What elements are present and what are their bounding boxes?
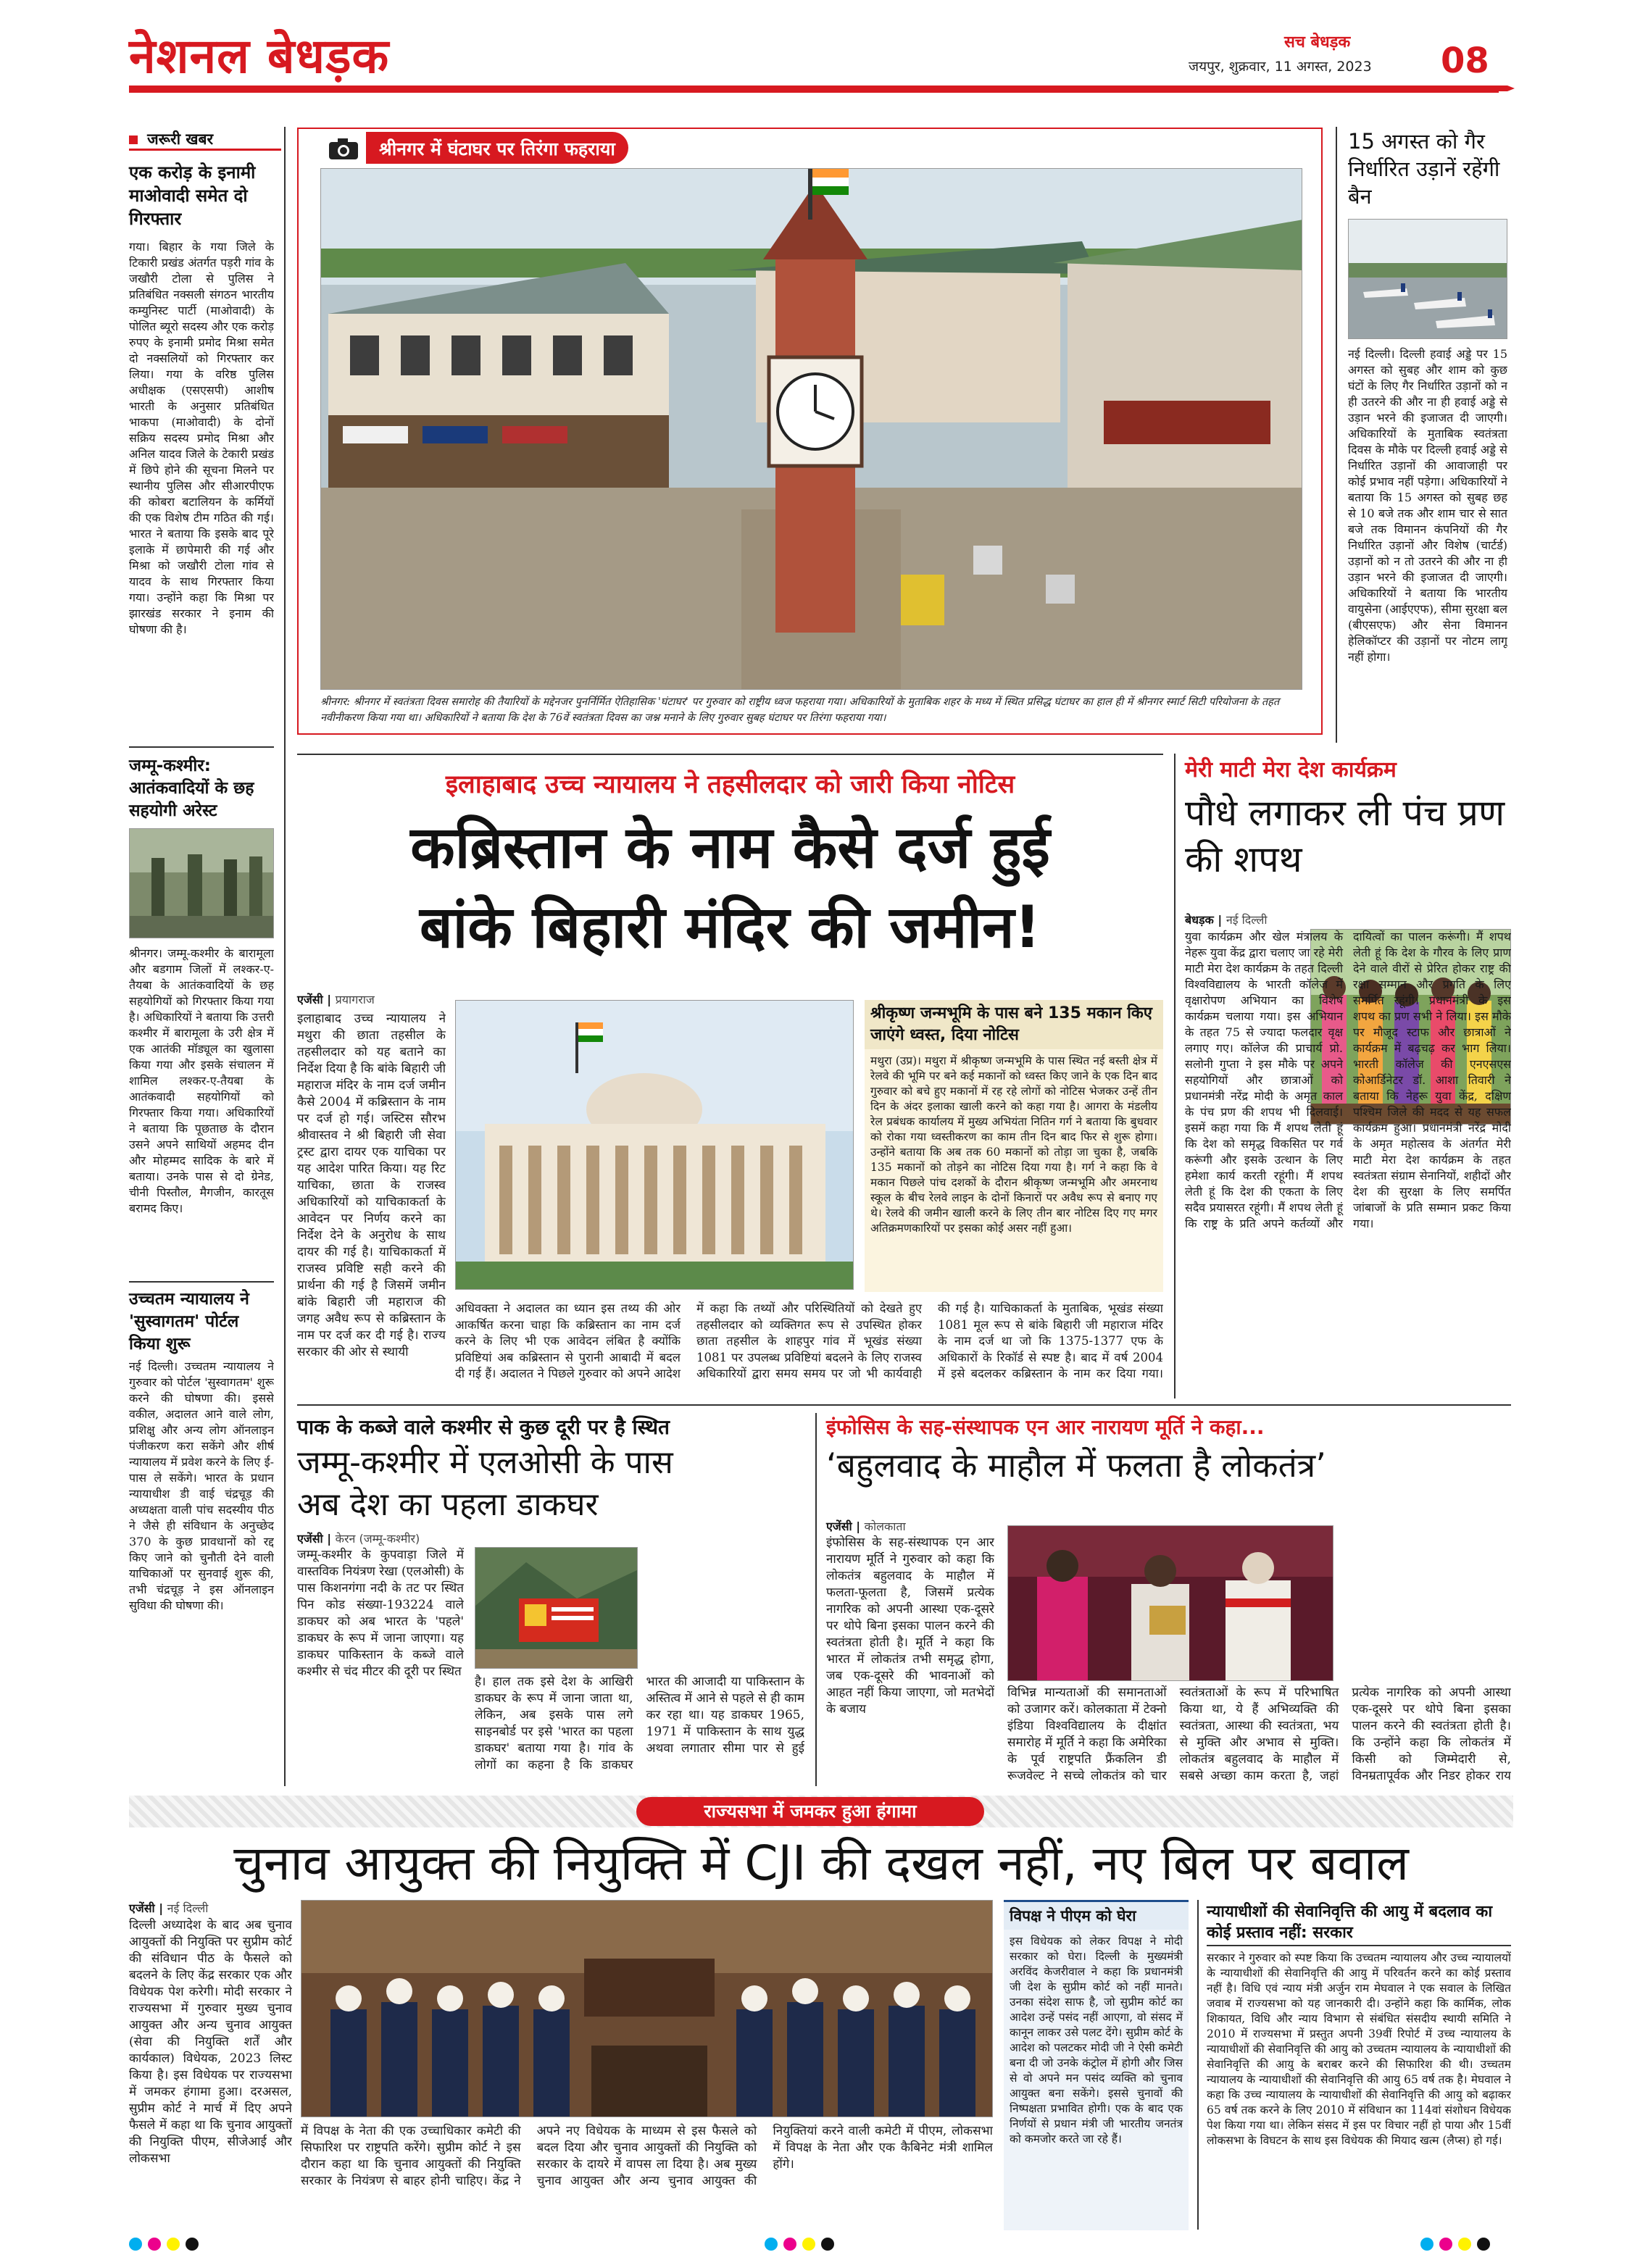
post-byline: एजेंसी | केरन (जम्मू-कश्मीर)	[297, 1532, 420, 1546]
post-agency: एजेंसी	[297, 1532, 323, 1546]
meri-mati-kicker: मेरी माटी मेरा देश कार्यक्रम	[1185, 757, 1397, 783]
clocktower-photo	[320, 168, 1302, 690]
bottom-body-a: दिल्ली अध्यादेश के बाद अब चुनाव आयुक्तों की नियुक्ति पर सुप्रीम कोर्ट की संविधान पीठ के फैसले को बदलने के लिए केंद्र सरकार एक और विधेयक पेश करेगी। मोदी सरकार ने राज्यसभा में गुरुवार मुख्य चुनाव आयुक्त और अन्य चुनाव आयुक्त (सेवा की नियुक्ति शर्तें और कार्यकाल) विधेयक, 2023 लिस्ट किया है। इस विधेयक पर राज्यसभा में जमकर हंगामा हुआ। दरअसल, सुप्रीम कोर्ट ने मार्च में दिए अपने फैसले में कहा था कि चुनाव आयुक्तों की नियुक्ति पीएम, सीजेआई और लोकसभा	[129, 1918, 292, 2166]
registration-marks-right	[1420, 2238, 1496, 2254]
top-photo-caption: श्रीनगर: श्रीनगर में स्वतंत्रता दिवस समारोह की तैयारियों के मद्देनजर पुनर्निर्मित ऐतिहासिक 'घंटाघर' पर गुरुवार को राष्ट्रीय ध्वज फहराया गया। अधिकारियों के मुताबिक शहर के मध्य में स्थित प्रसिद्ध घंटाघर का हाल ही में श्रीनगर स्मार्ट सिटी परियोजना के तहत नवीनीकरण किया गया था। अधिकारियों ने बताया कि देश के 76वें स्वतंत्रता दिवस का जश्न मनाने के लिए गुरुवार सुबह घंटाघर पर तिरंगा फहराया गया।	[320, 696, 1280, 724]
registration-marks-left	[129, 2238, 204, 2254]
sidebar-label-text: जरूरी खबर	[147, 130, 214, 148]
camera-icon	[328, 136, 359, 161]
airport-photo	[1348, 219, 1507, 339]
lead-place: प्रयागराज	[335, 993, 375, 1006]
lead-inset-body: मथुरा (उप्र)। मथुरा में श्रीकृष्ण जन्मभूमि के पास स्थित नई बस्ती क्षेत्र में रेलवे की भूमि पर बने कई मकानों को ध्वस्त किए जाने के एक दिन बाद गुरुवार को बचे हुए मकानों में रह रहे लोगों को नोटिस भेजकर उन्हें तीन दिन के अंदर इलाका खाली करने को कहा गया है। आगरा के मंडलीय रेल प्रबंधक कार्यालय में मुख्य अभियंता नितिन गर्ग ने बताया कि बुधवार को रोका गया ध्वस्तीकरण का काम तीन दिन बाद फिर से शुरू होगा। उन्होंने बताया कि अब तक 60 मकानों को तोड़ा जा चुका है, जबकि 135 मकानों को तोड़ने का नोटिस दिया गया है। गर्ग ने कहा कि वे मकान पिछले पांच दशकों के दौरान श्रीकृष्ण जन्मभूमि और अमरनाथ स्कूल के बीच रेलवे लाइन के दोनों किनारों पर अवैध रूप से बनाए गए थे। रेलवे की जमीन खाली करने के लिए तीन बार नोटिस दिए गए मगर अतिक्रमणकारियों पर इसका कोई असर नहीं हुआ।	[865, 1049, 1163, 1292]
sidebar-story-2-body: श्रीनगर। जम्मू-कश्मीर के बारामूला और बडगाम जिलों में लश्कर-ए-तैयबा के आतंकवादियों के छह सहयोगियों को गिरफ्तार किया गया है। अधिकारियों ने बताया कि उत्तरी कश्मीर में बारामूला के उरी क्षेत्र में एक आतंकी मॉड्यूल का खुलासा किया गया और इसके संचालन में शामिल लश्कर-ए-तैयबा के आतंकवादी सहयोगियों को गिरफ्तार किया गया। अधिकारियों ने बताया कि पूछताछ के दौरान उसने अपने साथियों अहमद दीन और मोहम्मद सादिक के बारे में बताया। उनके पास से दो ग्रेनेड, चीनी पिस्तौल, मैगजीन, कारतूस बरामद किए।	[129, 946, 274, 1215]
lead-agency: एजेंसी	[297, 993, 323, 1006]
page-number: 08	[1441, 41, 1489, 81]
bottom-inset-1	[1004, 1900, 1189, 2230]
narayan-agency: एजेंसी	[826, 1519, 852, 1533]
sidebar-story-1-body: गया। बिहार के गया जिले के टिकारी प्रखंड अंतर्गत पड़री गांव के जखौरी टोला से पुलिस ने प्रतिबंधित नक्सली संगठन भारतीय कम्युनिस्ट पार्टी (माओवादी) के पोलित ब्यूरो सदस्य और एक करोड़ रुपए के इनामी प्रमोद मिश्रा समेत दो नक्सलियों को गिरफ्तार कर लिया। गया के वरिष्ठ पुलिस अधीक्षक (एसएसपी) आशीष भारती के अनुसार प्रतिबंधित भाकपा (माओवादी) के दोनों सक्रिय सदस्य प्रमोद मिश्रा और अनिल यादव जिले के टेकारी प्रखंड में छिपे होने की सूचना मिलने पर स्थानीय पुलिस और सीआरपीएफ की कोबरा बटालियन के कर्मियों की एक विशेष टीम गठित की गई। भारत ने बताया कि इसके बाद पूरे इलाके में छापेमारी की गई और मिश्रा को जखौरी टोला गांव से यादव के साथ गिरफ्तार किया गया। उन्होंने कहा कि मिश्रा पर झारखंड सरकार ने इनाम की घोषणा की है।	[129, 240, 274, 636]
lead-body-a: इलाहाबाद उच्च न्यायालय ने मथुरा की छाता तहसील के तहसीलदार को यह बताने का निर्देश दिया है कि बांके बिहारी जी महाराज मंदिर के नाम दर्ज जमीन कैसे 2004 में कब्रिस्तान के नाम पर दर्ज हो गई। जस्टिस सौरभ श्रीवास्तव ने श्री बिहारी जी सेवा ट्रस्ट द्वारा दायर एक याचिका पर यह आदेश पारित किया। यह रिट याचिका, छाता के राजस्व अधिकारियों को याचिकाकर्ता के आवेदन पर निर्णय करने का निर्देश देने के अनुरोध के साथ दायर की गई है। याचिकाकर्ता में राजस्व प्रविष्टि सही करने की प्रार्थना की गई है जिसमें जमीन बांके बिहारी जी महाराज की जगह अवैध रूप से कब्रिस्तान के नाम पर दर्ज कर दी गई है। राज्य सरकार की ओर से स्थायी	[297, 1012, 446, 1359]
narayan-kicker: इंफोसिस के सह-संस्थापक एन आर नारायण मूर्ति ने कहा...	[826, 1415, 1265, 1439]
bottom-inset-1-body: इस विधेयक को लेकर विपक्ष ने मोदी सरकार को घेरा। दिल्ली के मुख्यमंत्री अरविंद केजरीवाल ने कहा कि प्रधानमंत्री जी देश के सुप्रीम कोर्ट को नहीं मानते। उनका संदेश साफ है, जो सुप्रीम कोर्ट का आदेश उन्हें पसंद नहीं आएगा, वो संसद में कानून लाकर उसे पलट देंगे। सुप्रीम कोर्ट के आदेश को पलटकर मोदी जी ने ऐसी कमेटी बना दी जो उनके कंट्रोल में होगी और जिस से वो अपने मन पसंद व्यक्ति को चुनाव आयुक्त बना सकेंगे। इससे चुनावों की निष्पक्षता प्रभावित होगी। एक के बाद एक निर्णयों से प्रधान मंत्री जी भारतीय जनतंत्र को कमजोर करते जा रहे हैं।	[1004, 1930, 1189, 2230]
convocation-photo	[1007, 1525, 1333, 1681]
post-body-a: जम्मू-कश्मीर के कुपवाड़ा जिले में वास्तविक नियंत्रण रेखा (एलओसी) के पास किशनगंगा नदी के तट पर स्थित पिन कोड संख्या-193224 वाले डाकघर को अब भारत के 'पहले' डाकघर के रूप में जाना जाएगा। यह डाकघर पाकिस्तान के कब्जे वाले कश्मीर से चंद मीटर की दूरी पर स्थित	[297, 1548, 464, 1679]
sidebar-label	[129, 129, 281, 151]
meri-mati-headline: पौधे लगाकर ली पंच प्रण की शपथ	[1185, 792, 1505, 880]
bottom-body-b: में विपक्ष के नेता की एक उच्चाधिकार कमेटी की सिफारिश पर राष्ट्रपति करेंगे। सुप्रीम कोर्ट ने इस दौरान कहा था कि चुनाव आयुक्तों की नियुक्ति सरकार के नियंत्रण से बाहर होनी चाहिए। केंद्र ने अपने नए विधेयक के माध्यम से इस फैसले को बदल दिया और चुनाव आयुक्तों की नियुक्ति को सरकार के दायरे में वापस ला दिया है। अब मुख्य चुनाव आयुक्त और अन्य चुनाव आयुक्त की नियुक्तियां करने वाली कमेटी में पीएम, लोकसभा में विपक्ष के नेता और एक कैबिनेट मंत्री शामिल होंगे।	[301, 2124, 993, 2188]
meri-mati-body: युवा कार्यक्रम और खेल मंत्रालय के नेहरू युवा केंद्र द्वारा चलाए जा रहे मेरी माटी मेरा देश कार्यक्रम के तहत दिल्ली विश्वविद्यालय के भारती कॉलेज में वृक्षारोपण अभियान का विशेष कार्यक्रम चलाया गया। इस अभियान के तहत 75 से ज्यादा फलदार वृक्ष लगाए गए। कॉलेज की प्राचार्य प्रो. सलोनी गुप्ता ने इस मौके पर अपने सहयोगियों और छात्राओं को प्रधानमंत्री नरेंद्र मोदी के अमृत काल के पंच प्रण की शपथ भी दिलवाई। इसमें कहा गया कि मैं शपथ लेती हूं कि देश को समृद्ध विकसित पर गर्व करूंगी और इसके उत्थान के लिए हमेशा कार्य करती रहूंगी। मैं शपथ लेती हूं कि देश की एकता के लिए सदैव प्रयासरत रहूंगी। मैं शपथ लेती हूं कि राष्ट्र के प्रति अपने कर्तव्यों और दायित्वों का पालन करूंगी। मैं शपथ लेती हूं कि देश के गौरव के लिए प्राण देने वाले वीरों से प्रेरित होकर राष्ट्र की रक्षा सम्मान और प्रगति के लिए समर्पित रहूंगी। प्रधानमंत्री के इस शपथ का प्रण सभी ने लिया। इस मौके पर मौजूद स्टाफ और छात्राओं ने कार्यक्रम में बढ़चढ़ कर भाग लिया। भारती कॉलेज की एनएसएस कोआर्डिनेटर डॉ. आशा तिवारी ने बताया कि नेहरू युवा केंद्र, दक्षिण पश्चिम जिले की मदद से यह सफल कार्यक्रम हुआ। प्रधानमंत्री नरेंद्र मोदी के अमृत महोत्सव के अंतर्गत मेरी माटी मेरा देश कार्यक्रम के तहत स्वतंत्रता संग्राम सेनानियों, शहीदों और देश की सुरक्षा के लिए समर्पित जांबाजों के प्रति सम्मान प्रकट किया गया।	[1185, 930, 1511, 1230]
post-office-photo	[475, 1547, 638, 1669]
bottom-inset-1-title: विपक्ष ने पीएम को घेरा	[1004, 1900, 1189, 1930]
lead-inset-title: श्रीकृष्ण जन्मभूमि के पास बने 135 मकान किए जाएंगे ध्वस्त, दिया नोटिस	[865, 1000, 1163, 1049]
bottom-place: नई दिल्ली	[167, 1901, 209, 1915]
post-body-b: है। हाल तक इसे देश के आखिरी डाकघर के रूप में जाना जाता था, लेकिन, अब इसके पास लगे साइनबोर्ड पर इसे 'भारत का पहला डाकघर' बताया गया है। गांव के लोगों का कहना है कि डाकघर भारत की आजादी या पाकिस्तान के अस्तित्व में आने से पहले से ही काम कर रहा था। यह डाकघर 1965, 1971 में पाकिस्तान के साथ युद्ध अथवा लगातार सीमा पार से हुई	[475, 1675, 804, 1772]
narayan-byline: एजेंसी | कोलकाता	[826, 1519, 906, 1533]
meri-mati-byline: बेधड़क | नई दिल्ली	[1185, 913, 1268, 927]
post-headline-2: अब देश का पहला डाकघर	[297, 1486, 599, 1523]
registration-marks-center	[765, 2238, 840, 2254]
lead-body-b: अधिवक्ता ने अदालत का ध्यान इस तथ्य की ओर आकर्षित करना चाहा कि कब्रिस्तान का नाम दर्ज करने के लिए भी एक आवेदन लंबित है क्योंकि प्रविष्टियां अब कब्रिस्तान से पुरानी आबादी में बदल दी गई हैं। अदालत ने पिछले गुरुवार को अपने आदेश में कहा कि तथ्यों और परिस्थितियों को देखते हुए तहसीलदार को व्यक्तिगत रूप से उपस्थित होकर छाता तहसील के शाहपुर गांव में भूखंड संख्या 1081 पर उपलब्ध प्रविष्टियां बदलने के लिए राजस्व अधिकारियों द्वारा समय समय पर जो भी कार्यवाही की गई है। याचिकाकर्ता के मुताबिक, भूखंड संख्या 1081 मूल रूप से बांके बिहारी जी महाराज मंदिर के नाम दर्ज था जो कि 1375-1377 एफ के अधिकारों के रिकॉर्ड से स्पष्ट है। बाद में वर्ष 2004 में इसे बदलकर कब्रिस्तान के नाम कर दिया गया।	[455, 1301, 1163, 1380]
lead-kicker: इलाहाबाद उच्च न्यायालय ने तहसीलदार को जारी किया नोटिस	[445, 770, 1015, 799]
narayan-headline: ‘बहुलवाद के माहौल में फलता है लोकतंत्र’	[826, 1446, 1326, 1485]
bottom-agency: एजेंसी	[129, 1901, 155, 1915]
meri-mati-agency: बेधड़क	[1185, 913, 1214, 927]
dateline: जयपुर, शुक्रवार, 11 अगस्त, 2023	[1189, 59, 1372, 75]
post-headline-1: जम्मू-कश्मीर में एलओसी के पास	[297, 1444, 673, 1481]
bottom-kicker: राज्यसभा में जमकर हुआ हंगामा	[636, 1797, 984, 1826]
post-right-divider	[815, 1413, 817, 1786]
sidebar-story-2-title: जम्मू-कश्मीर: आतंकवादियों के छह सहयोगी अरेस्ट	[129, 756, 254, 820]
sidebar-divider	[284, 127, 286, 1786]
post-top-rule	[297, 1404, 1511, 1406]
high-court-photo	[455, 1000, 854, 1290]
sidebar-story-3-body: नई दिल्ली। उच्चतम न्यायालय ने गुरुवार को पोर्टल 'सुस्वागतम' शुरू करने की घोषणा की। इससे वकील, अदालत आने वाले लोग, प्रशिक्षु और अन्य लोग ऑनलाइन पंजीकरण करा सकेंगे और शीर्ष न्यायालय में प्रवेश करने के लिए ई-पास ले सकेंगे। भारत के प्रधान न्यायाधीश डी वाई चंद्रचूड़ की अध्यक्षता वाली पांच सदस्यीय पीठ ने जैसे ही संविधान के अनुच्छेद 370 के कुछ प्रावधानों को रद्द किए जाने को चुनौती देने वाली याचिकाओं पर सुनवाई शुरू की, तभी चंद्रचूड़ ने इस ऑनलाइन सुविधा की घोषणा की।	[129, 1359, 274, 1612]
top-photo-label: श्रीनगर में घंटाघर पर तिरंगा फहराया	[366, 132, 628, 164]
post-kicker: पाक के कब्जे वाले कश्मीर से कुछ दूरी पर है स्थित	[297, 1415, 670, 1439]
bottom-right-divider	[1197, 1900, 1199, 2230]
bottom-inset-2-title: न्यायाधीशों की सेवानिवृत्ति की आयु में बदलाव का कोई प्रस्ताव नहीं: सरकार	[1207, 1900, 1511, 1946]
lead-headline-1: कब्रिस्तान के नाम कैसे दर्ज हुई	[410, 814, 1050, 881]
narayan-body-a: इंफोसिस के सह-संस्थापक एन आर नारायण मूर्ति ने गुरुवार को कहा कि लोकतंत्र बहुलवाद के माहौल में फलता-फूलता है, जिसमें प्रत्येक नागरिक को अपनी आस्था एक-दूसरे पर थोपे बिना इसका पालन करने की स्वतंत्रता होती है। मूर्ति ने कहा कि भारत में लोकतंत्र तभी समृद्ध होगा, जब एक-दूसरे की भावनाओं को आहत नहीं किया जाएगा, जो मतभेदों के बजाय	[826, 1535, 994, 1717]
bottom-inset-2	[1207, 1900, 1511, 2230]
meri-mati-place: नई दिल्ली	[1226, 913, 1268, 927]
sidebar-story-1-title: एक करोड़ के इनामी माओवादी समेत दो गिरफ्तार	[129, 162, 256, 229]
lead-byline: एजेंसी | प्रयागराज	[297, 993, 375, 1006]
sidebar-story-3-title: उच्चतम न्यायालय ने 'सुस्वागतम' पोर्टल किया शुरू	[129, 1290, 249, 1354]
narayan-place: कोलकाता	[864, 1519, 906, 1533]
right-top-title: 15 अगस्त को गैर निर्धारित उड़ानें रहेंगी बैन	[1348, 129, 1500, 209]
sidebar-army-photo	[129, 828, 274, 938]
bottom-byline: एजेंसी | नई दिल्ली	[129, 1901, 209, 1915]
lead-headline-2: बांके बिहारी मंदिर की जमीन!	[419, 893, 1041, 961]
right-top-divider	[1336, 127, 1337, 743]
bottom-headline: चुनाव आयुक्त की नियुक्ति में CJI की दखल नहीं, नए बिल पर बवाल	[233, 1835, 1409, 1891]
right-top-body: नई दिल्ली। दिल्ली हवाई अड्डे पर 15 अगस्त को सुबह और शाम को कुछ घंटों के लिए गैर निर्धारित उड़ानों को न ही उतरने की और ना ही हवाई अड्डे से उड़ान भरने की इजाजत दी जाएगी। अधिकारियों के मुताबिक स्वतंत्रता दिवस के मौके पर दिल्ली हवाई अड्डे से निर्धारित उड़ानों की आवाजाही पर कोई प्रभाव नहीं पड़ेगा। अधिकारियों ने बताया कि 15 अगस्त को सुबह छह से 10 बजे तक और शाम चार से सात बजे तक विमानन कंपनियों की गैर निर्धारित उड़ानों और विशेष (चार्टर्ड) उड़ानों को न तो उतरने की और ना ही उड़ान भरने की इजाजत दी जाएगी। अधिकारियों ने बताया कि भारतीय वायुसेना (आईएएफ), सीमा सुरक्षा बल (बीएसएफ) और सेना विमानन हेलिकॉप्टर की उड़ानों पर नोटम लागू नहीं होगा।	[1348, 347, 1507, 664]
post-place: केरन (जम्मू-कश्मीर)	[335, 1532, 420, 1546]
rajyasabha-photo	[301, 1900, 993, 2117]
sidebar-rule-1	[129, 746, 274, 748]
lead-inset	[865, 1000, 1163, 1297]
masthead-title: नेशनल बेधड़क	[129, 28, 390, 84]
masthead-rule	[129, 86, 1499, 93]
narayan-body-b: विभिन्न मान्यताओं की समानताओं को उजागर करें। कोलकाता में टेक्नो इंडिया विश्वविद्यालय के दीक्षांत समारोह में मूर्ति ने कहा कि अमेरिका के पूर्व राष्ट्रपति फ्रैंकलिन डी रूजवेल्ट ने सच्चे लोकतंत्र को चार स्वतंत्रताओं के रूप में परिभाषित किया था, ये हैं अभिव्यक्ति की स्वतंत्रता, आस्था की स्वतंत्रता, भय से मुक्ति और अभाव से मुक्ति। लोकतंत्र बहुलवाद के माहौल में सबसे अच्छा काम करता है, जहां प्रत्येक नागरिक को अपनी आस्था एक-दूसरे पर थोपे बिना इसका पालन करने की स्वतंत्रता होती है। कि उन्होंने कहा कि लोकतंत्र में किसी को जिम्मेदारी से, विनम्रतापूर्वक और निडर होकर राय	[1007, 1685, 1511, 1783]
bottom-inset-2-body: सरकार ने गुरुवार को स्पष्ट किया कि उच्चतम न्यायालय और उच्च न्यायालयों के न्यायाधीशों की सेवानिवृत्ति की आयु में परिवर्तन करने का कोई प्रस्ताव नहीं है। विधि एवं न्याय मंत्री अर्जुन राम मेघवाल ने एक सवाल के लिखित जवाब में राज्यसभा को यह जानकारी दी। उन्होंने कहा कि कार्मिक, लोक शिकायत, विधि और न्याय विभाग से संबंधित संसदीय स्थायी समिति ने 2010 में राज्यसभा में प्रस्तुत अपनी 39वीं रिपोर्ट में उच्च न्यायालय के न्यायाधीशों की सेवानिवृत्ति की आयु को उच्चतम न्यायालय के न्यायाधीशों की सेवानिवृत्ति की आयु के बराबर करने की सिफारिश की थी। उच्चतम न्यायालय के न्यायाधीशों की सेवानिवृत्ति की आयु 65 वर्ष तक है। मेघवाल ने कहा कि उच्च न्यायालय के न्यायाधीशों की सेवानिवृत्ति की आयु को बढ़ाकर 65 वर्ष तक करने के लिए 2010 में संविधान का 114वां संशोधन विधेयक पेश किया गया था। लेकिन संसद में इस पर विचार नहीं हो पाया और 15वीं लोकसभा के विघटन के साथ इस विधेयक की मियाद खत्म (लैप्स) हो गई।	[1207, 1951, 1511, 2147]
pen-icon	[1486, 75, 1515, 101]
lead-right-divider	[1174, 754, 1175, 1398]
lead-top-rule	[297, 754, 1163, 755]
sidebar-rule-2	[129, 1281, 274, 1283]
brand-small: सच बेधड़क	[1284, 33, 1351, 51]
